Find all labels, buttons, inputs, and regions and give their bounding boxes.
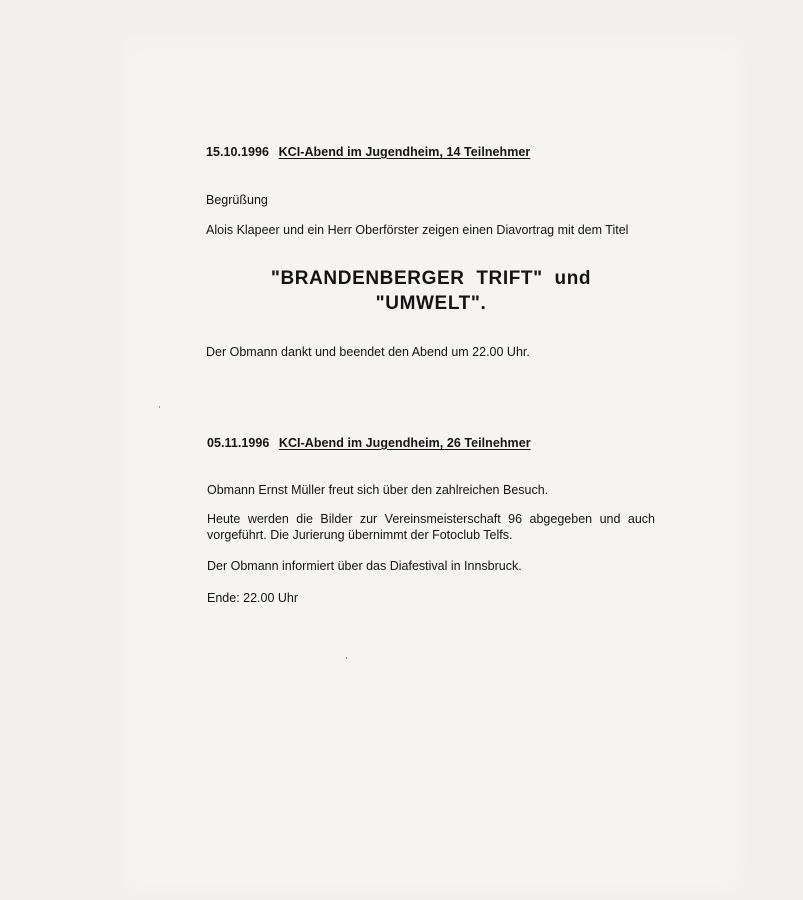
- paper-sheet: [138, 52, 728, 878]
- scan-speck: [159, 406, 160, 408]
- club-championship-text: Heute werden die Bilder zur Vereinsmeisterschaft 96 abgegeben und auch vorgeführt. Die Jurierung übernimmt der Fotoclub Telfs.: [207, 512, 655, 542]
- greeting-text: Begrüßung: [206, 193, 268, 207]
- presentation-title: [206, 266, 656, 316]
- presentation-title-line-1: "BRANDENBERGER TRIFT" und: [270, 268, 592, 289]
- festival-text: Der Obmann informiert über das Diafestival in Innsbruck.: [207, 559, 522, 573]
- scan-speck: [346, 657, 347, 659]
- entry-header-1: [206, 145, 530, 159]
- closing-text: Der Obmann dankt und beendet den Abend um 22.00 Uhr.: [206, 345, 530, 359]
- welcome-text: Obmann Ernst Müller freut sich über den zahlreichen Besuch.: [207, 483, 549, 497]
- end-time-text: Ende: 22.00 Uhr: [207, 591, 299, 605]
- entry-title: KCI-Abend im Jugendheim, 26 Teilnehmer: [278, 436, 531, 450]
- entry-date: 15.10.1996: [206, 145, 270, 159]
- presentation-title-line-2: "UMWELT".: [375, 293, 487, 314]
- slideshow-intro-text: Alois Klapeer und ein Herr Oberförster zeigen einen Diavortrag mit dem Titel: [206, 223, 629, 237]
- entry-header-2: [207, 436, 531, 450]
- entry-date: 05.11.1996: [207, 436, 270, 450]
- entry-title: KCI-Abend im Jugendheim, 14 Teilnehmer: [278, 145, 531, 159]
